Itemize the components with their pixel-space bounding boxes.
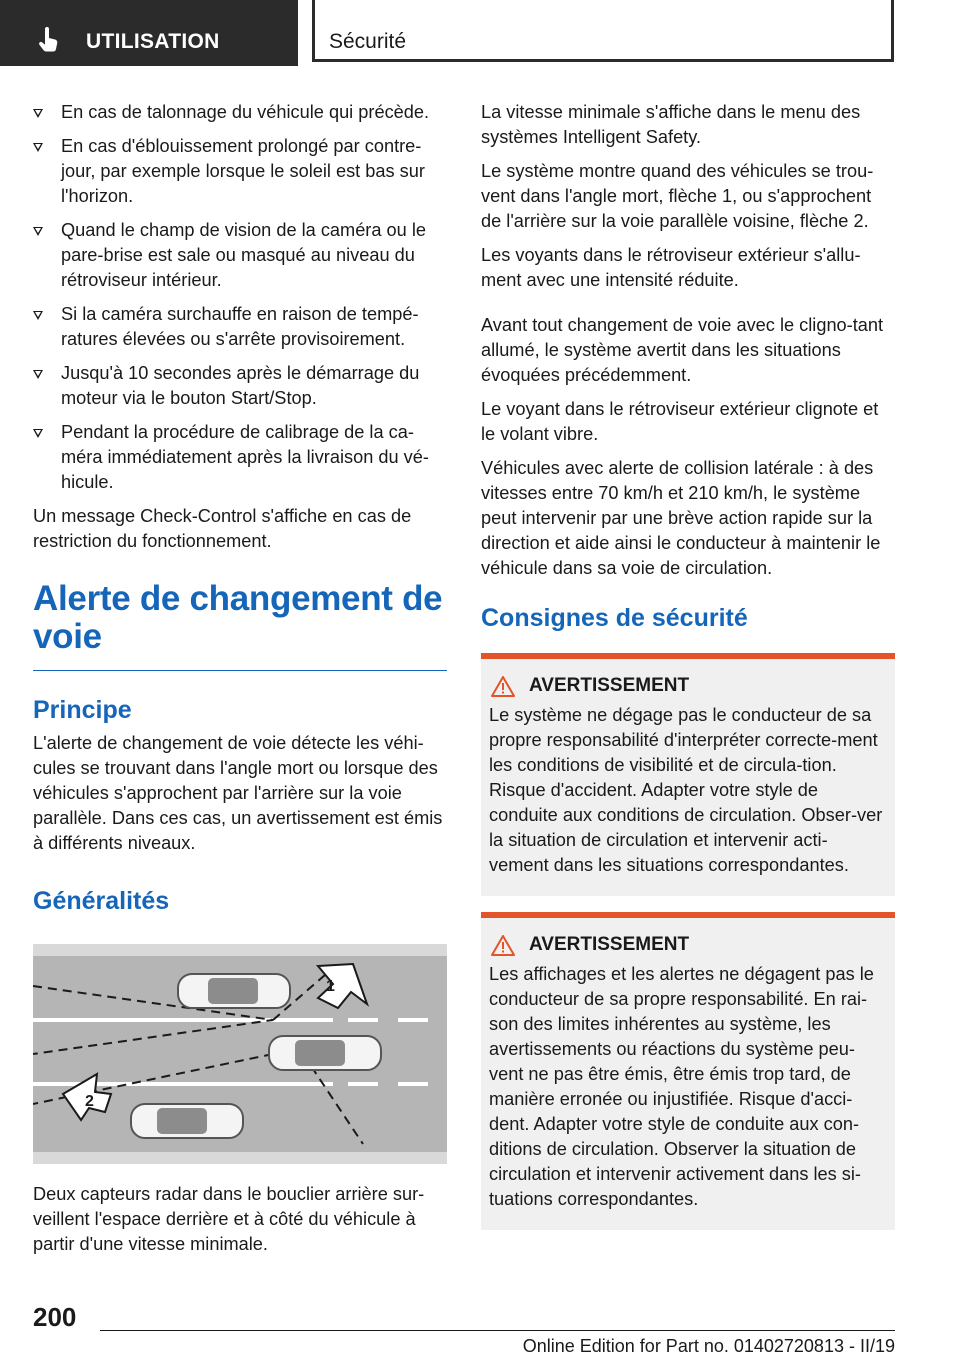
arrow-2-label: 2: [85, 1093, 94, 1110]
car-rear: [131, 1104, 243, 1138]
bullet-triangle-icon: [33, 370, 43, 379]
header-section-label: Sécurité: [329, 30, 407, 53]
paragraph: La vitesse minimale s'affiche dans le menu des systèmes Intelligent Safety.: [481, 102, 861, 147]
list-item: Si la caméra surchauffe en raison de tempé-ratures élevées ou s'arrête provisoirement.: [33, 302, 447, 352]
hand-pointer-icon: [38, 27, 60, 53]
car-ego: [269, 1036, 381, 1070]
left-column: [33, 100, 447, 1266]
warning-text: Les affichages et les alertes ne dégagent pas le conducteur de sa propre responsabilité. En rai-son des limites inhérentes au système, les avertissements ou réactions du système peu-vent ne pas être émis, être émis trop tard, de manière erronée ou injustifiée. Risque d'acci-dent. Adapter votre style de conduite aux con-ditions de circulation. Observer la situation de circulation et intervenir activement dans les si-tuations correspondantes.: [489, 964, 874, 1209]
bullet-triangle-icon: [33, 311, 43, 320]
bullet-triangle-icon: [33, 109, 43, 118]
paragraph: Véhicules avec alerte de collision latérale : à des vitesses entre 70 km/h et 210 km/h, le système peut intervenir par une brève action rapide sur la direction et aide ainsi le conducteur à maintenir le véhicule dans sa voie de circulation.: [481, 458, 881, 578]
warning-triangle-icon: [491, 676, 515, 697]
restriction-list: [33, 100, 447, 495]
header-tab: [0, 0, 298, 66]
footer-rule: [100, 1330, 895, 1331]
warning-header: [489, 675, 887, 697]
paragraph: Les voyants dans le rétroviseur extérieur s'allu-ment avec une intensité réduite.: [481, 245, 861, 290]
warning-triangle-icon: [491, 935, 515, 956]
header-tab-label: UTILISATION: [86, 30, 220, 53]
footer-edition: Online Edition for Part no. 01402720813 - II/19: [522, 1336, 895, 1356]
bullet-triangle-icon: [33, 143, 43, 152]
section-title: Alerte de changement de voie: [33, 579, 443, 656]
lane-change-illustration: [33, 944, 447, 1164]
paragraph: Le voyant dans le rétroviseur extérieur clignote et le volant vibre.: [481, 399, 879, 444]
warning-box: [481, 653, 895, 896]
principe-heading: Principe: [33, 696, 132, 724]
warning-text: Le système ne dégage pas le conducteur de sa propre responsabilité d'interpréter correcte-ment les conditions de visibilité et de circula-tion. Risque d'accident. Adapter votre style de conduite aux conditions de circulation. Obser-ver la situation de circulation et intervenir acti-vement dans les situations correspondantes.: [489, 705, 883, 875]
check-control-message: Un message Check-Control s'affiche en cas de restriction du fonctionnement.: [33, 506, 412, 551]
warning-title: AVERTISSEMENT: [529, 934, 690, 955]
list-item: Jusqu'à 10 secondes après le démarrage du moteur via le bouton Start/Stop.: [33, 361, 447, 411]
list-item: En cas de talonnage du véhicule qui précède.: [33, 100, 447, 125]
title-rule: [33, 670, 447, 671]
list-item: En cas d'éblouissement prolongé par contre-jour, par exemple lorsque le soleil est bas sur l'horizon.: [33, 134, 447, 209]
right-column: [481, 100, 895, 1230]
car-left-lane: [178, 974, 290, 1008]
bullet-triangle-icon: [33, 429, 43, 438]
principe-text: L'alerte de changement de voie détecte les véhi-cules se trouvant dans l'angle mort ou lorsque des véhicules s'approchent par l'arrière sur la voie parallèle. Dans ces cas, un avertissement est émis à différents niveaux.: [33, 733, 443, 853]
figure-caption: Deux capteurs radar dans le bouclier arrière sur-veillent l'espace derrière et à côté du véhicule à partir d'une vitesse minimale.: [33, 1184, 425, 1254]
list-item: Quand le champ de vision de la caméra ou le pare-brise est sale ou masqué au niveau du rétroviseur intérieur.: [33, 218, 447, 293]
generalites-heading: Généralités: [33, 887, 170, 915]
list-item: Pendant la procédure de calibrage de la ca-méra immédiatement après la livraison du vé-hicule.: [33, 420, 447, 495]
arrow-1-label: 1: [326, 978, 335, 995]
bullet-triangle-icon: [33, 227, 43, 236]
consignes-heading: Consignes de sécurité: [481, 604, 748, 632]
page-number: 200: [33, 1302, 77, 1332]
warning-title: AVERTISSEMENT: [529, 675, 690, 696]
paragraph: Le système montre quand des véhicules se trou-vent dans l'angle mort, flèche 1, ou s'approchent de l'arrière sur la voie parallèle voisine, flèche 2.: [481, 161, 874, 231]
lane-change-diagram: [33, 944, 447, 1164]
warning-header: [489, 934, 887, 956]
header-section: [312, 0, 894, 62]
paragraph: Avant tout changement de voie avec le cligno-tant allumé, le système avertit dans les situations évoquées précédemment.: [481, 315, 884, 385]
warning-box: [481, 912, 895, 1230]
